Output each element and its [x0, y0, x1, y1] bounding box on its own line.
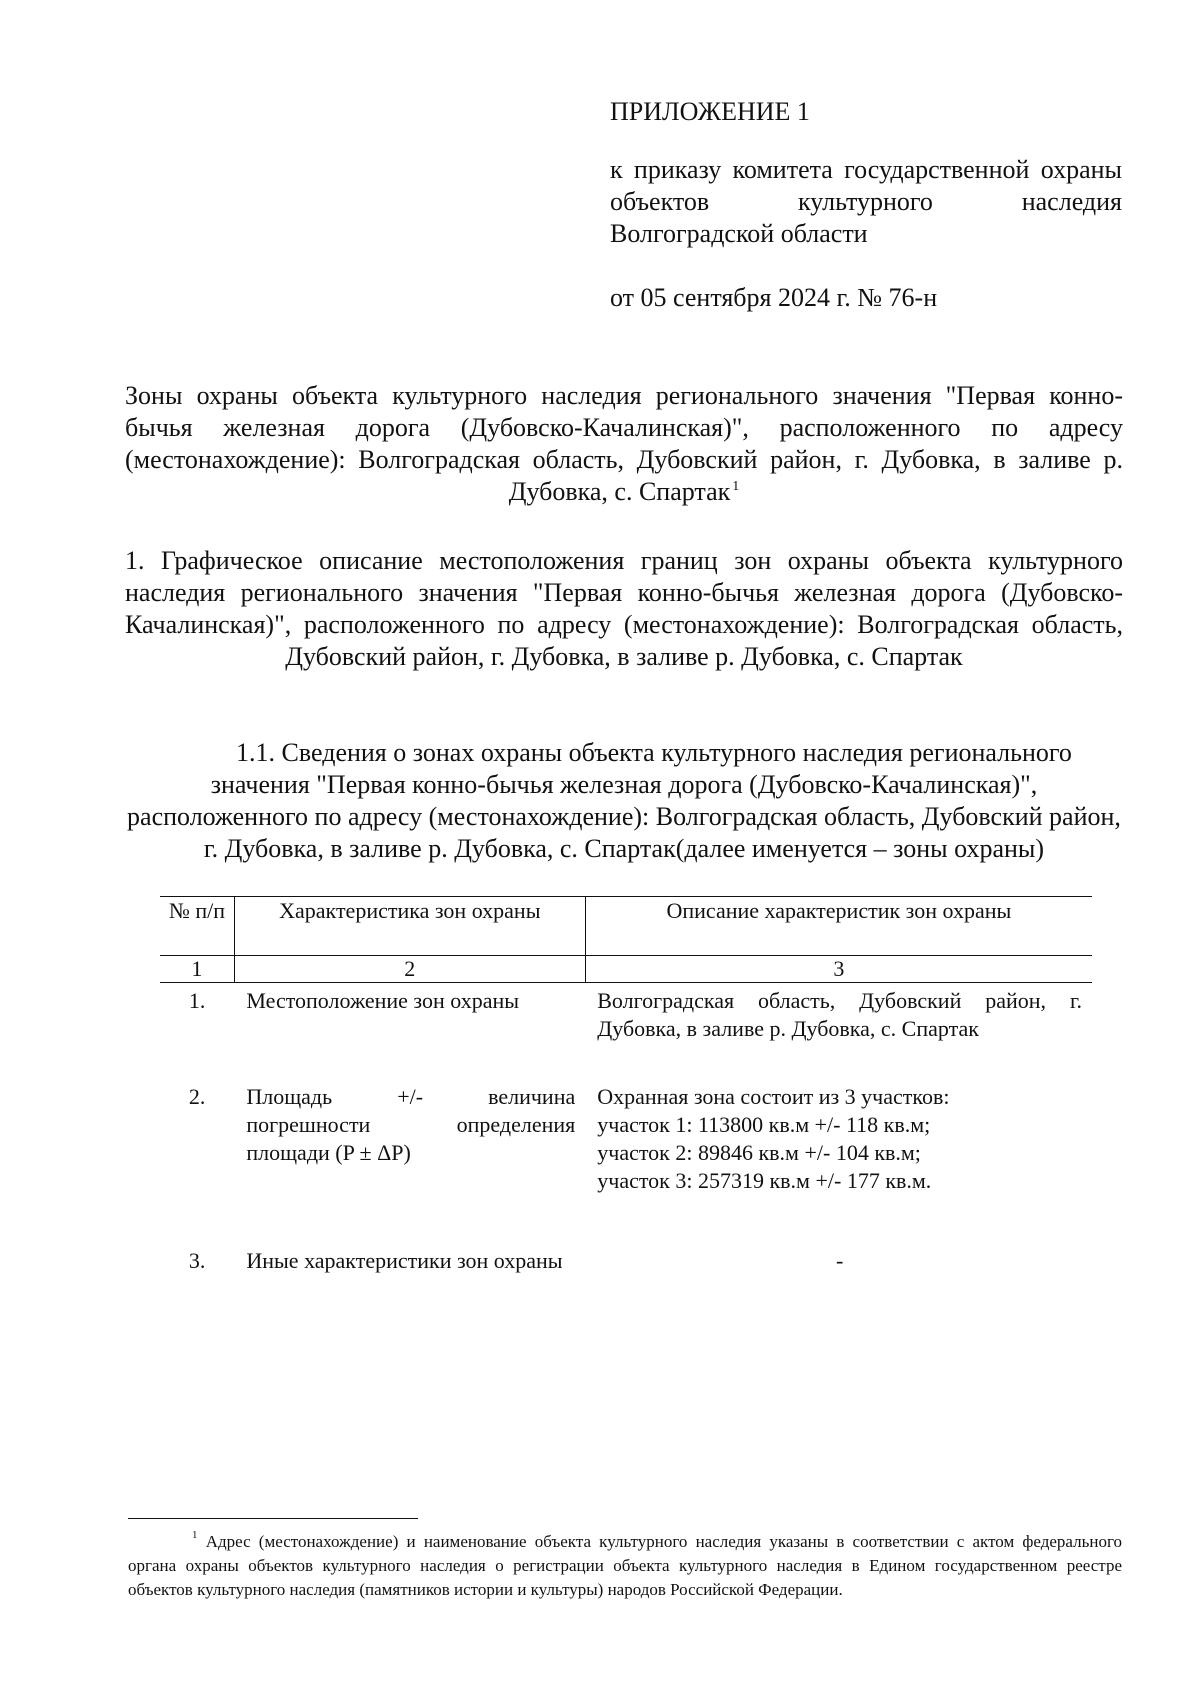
description-line: Волгоградская область, Дубовский район, г. Дубовка, в заливе р. Дубовка, с. Спартак: [597, 988, 1082, 1041]
footnote-mark: 1: [732, 479, 740, 494]
table-row: [160, 1069, 1092, 1243]
row-characteristic: Местоположение зон охраны: [246, 988, 520, 1013]
header-description: Описание характеристик зон охраны: [585, 897, 1092, 956]
section-1-heading: 1. Графическое описание местоположения границ зон охраны объекта культурного наследия регионального значения "Первая конно-бычья железная дорога (Дубовско-Качалинская)", расположенного по адресу (местонахождение): Волгоградская область, Дубовский район, г. Дубовка, в заливе р. Дубовка, с. Спартак: [125, 546, 1123, 671]
section-1-1-heading: [125, 737, 1123, 865]
row-description: [585, 983, 1092, 1070]
row-characteristic: Иные характеристики зон охраны: [246, 1248, 563, 1273]
row-number: 1.: [188, 988, 206, 1013]
description-dash: -: [835, 1248, 844, 1273]
description-line: участок 3: 257319 кв.м +/- 177 кв.м.: [597, 1168, 932, 1193]
footnote-text: Адрес (местонахождение) и наименование объекта культурного наследия указаны в соответствии с актом федерального органа охраны объектов культурного наследия о регистрации объекта культурного наследия в Едином государственном реестре объектов культурного наследия (памятников истории и культуры) народов Российской Федерации.: [128, 1532, 1122, 1599]
zones-title: [125, 380, 1123, 508]
column-number-3: 3: [585, 956, 1092, 983]
header-characteristic: Характеристика зон охраны: [234, 897, 585, 956]
zones-title-text: Зоны охраны объекта культурного наследия регионального значения "Первая конно-бычья железная дорога (Дубовско-Качалинская)", расположенного по адресу (местонахождение): Волгоградская область, Дубовский район, г. Дубовка, в заливе р. Дубовка, с. Спартак: [125, 381, 1123, 506]
table-row: [160, 983, 1092, 1070]
column-number-1: 1: [160, 956, 234, 983]
table-row: [160, 1243, 1092, 1327]
appendix-order-reference: к приказу комитета государственной охраны объектов культурного наследия Волгоградской области: [610, 155, 1122, 248]
row-description: [585, 1243, 1092, 1327]
description-line: участок 1: 113800 кв.м +/- 118 кв.м;: [597, 1112, 931, 1137]
table-column-numbers-row: [160, 956, 1092, 983]
description-line: участок 2: 89846 кв.м +/- 104 кв.м;: [597, 1140, 921, 1165]
table-header-row: [160, 897, 1092, 956]
zones-table: [160, 896, 1092, 1327]
section-1-1-text: 1.1. Сведения о зонах охраны объекта культурного наследия регионального значения "Первая конно-бычья железная дорога (Дубовско-Качалинская)", расположенного по адресу (местонахождение): Волгоградская область, Дубовский район, г. Дубовка, в заливе р. Дубовка, с. Спартак(далее именуется – зоны охраны): [127, 738, 1121, 863]
row-description: [585, 1069, 1092, 1243]
appendix-order-date: от 05 сентября 2024 г. № 76-н: [610, 283, 938, 312]
footnote: [128, 1530, 1122, 1602]
row-number: 2.: [188, 1084, 206, 1109]
footnote-number: 1: [192, 1529, 198, 1541]
header-number: № п/п: [160, 897, 234, 956]
description-line: Охранная зона состоит из 3 участков:: [597, 1084, 950, 1109]
appendix-title: ПРИЛОЖЕНИЕ 1: [610, 97, 810, 126]
row-number: 3.: [188, 1248, 206, 1273]
column-number-2: 2: [234, 956, 585, 983]
footnote-separator: [128, 1518, 418, 1519]
row-characteristic: Площадь +/- величина погрешности определения площади (P ± ΔP): [246, 1084, 576, 1165]
